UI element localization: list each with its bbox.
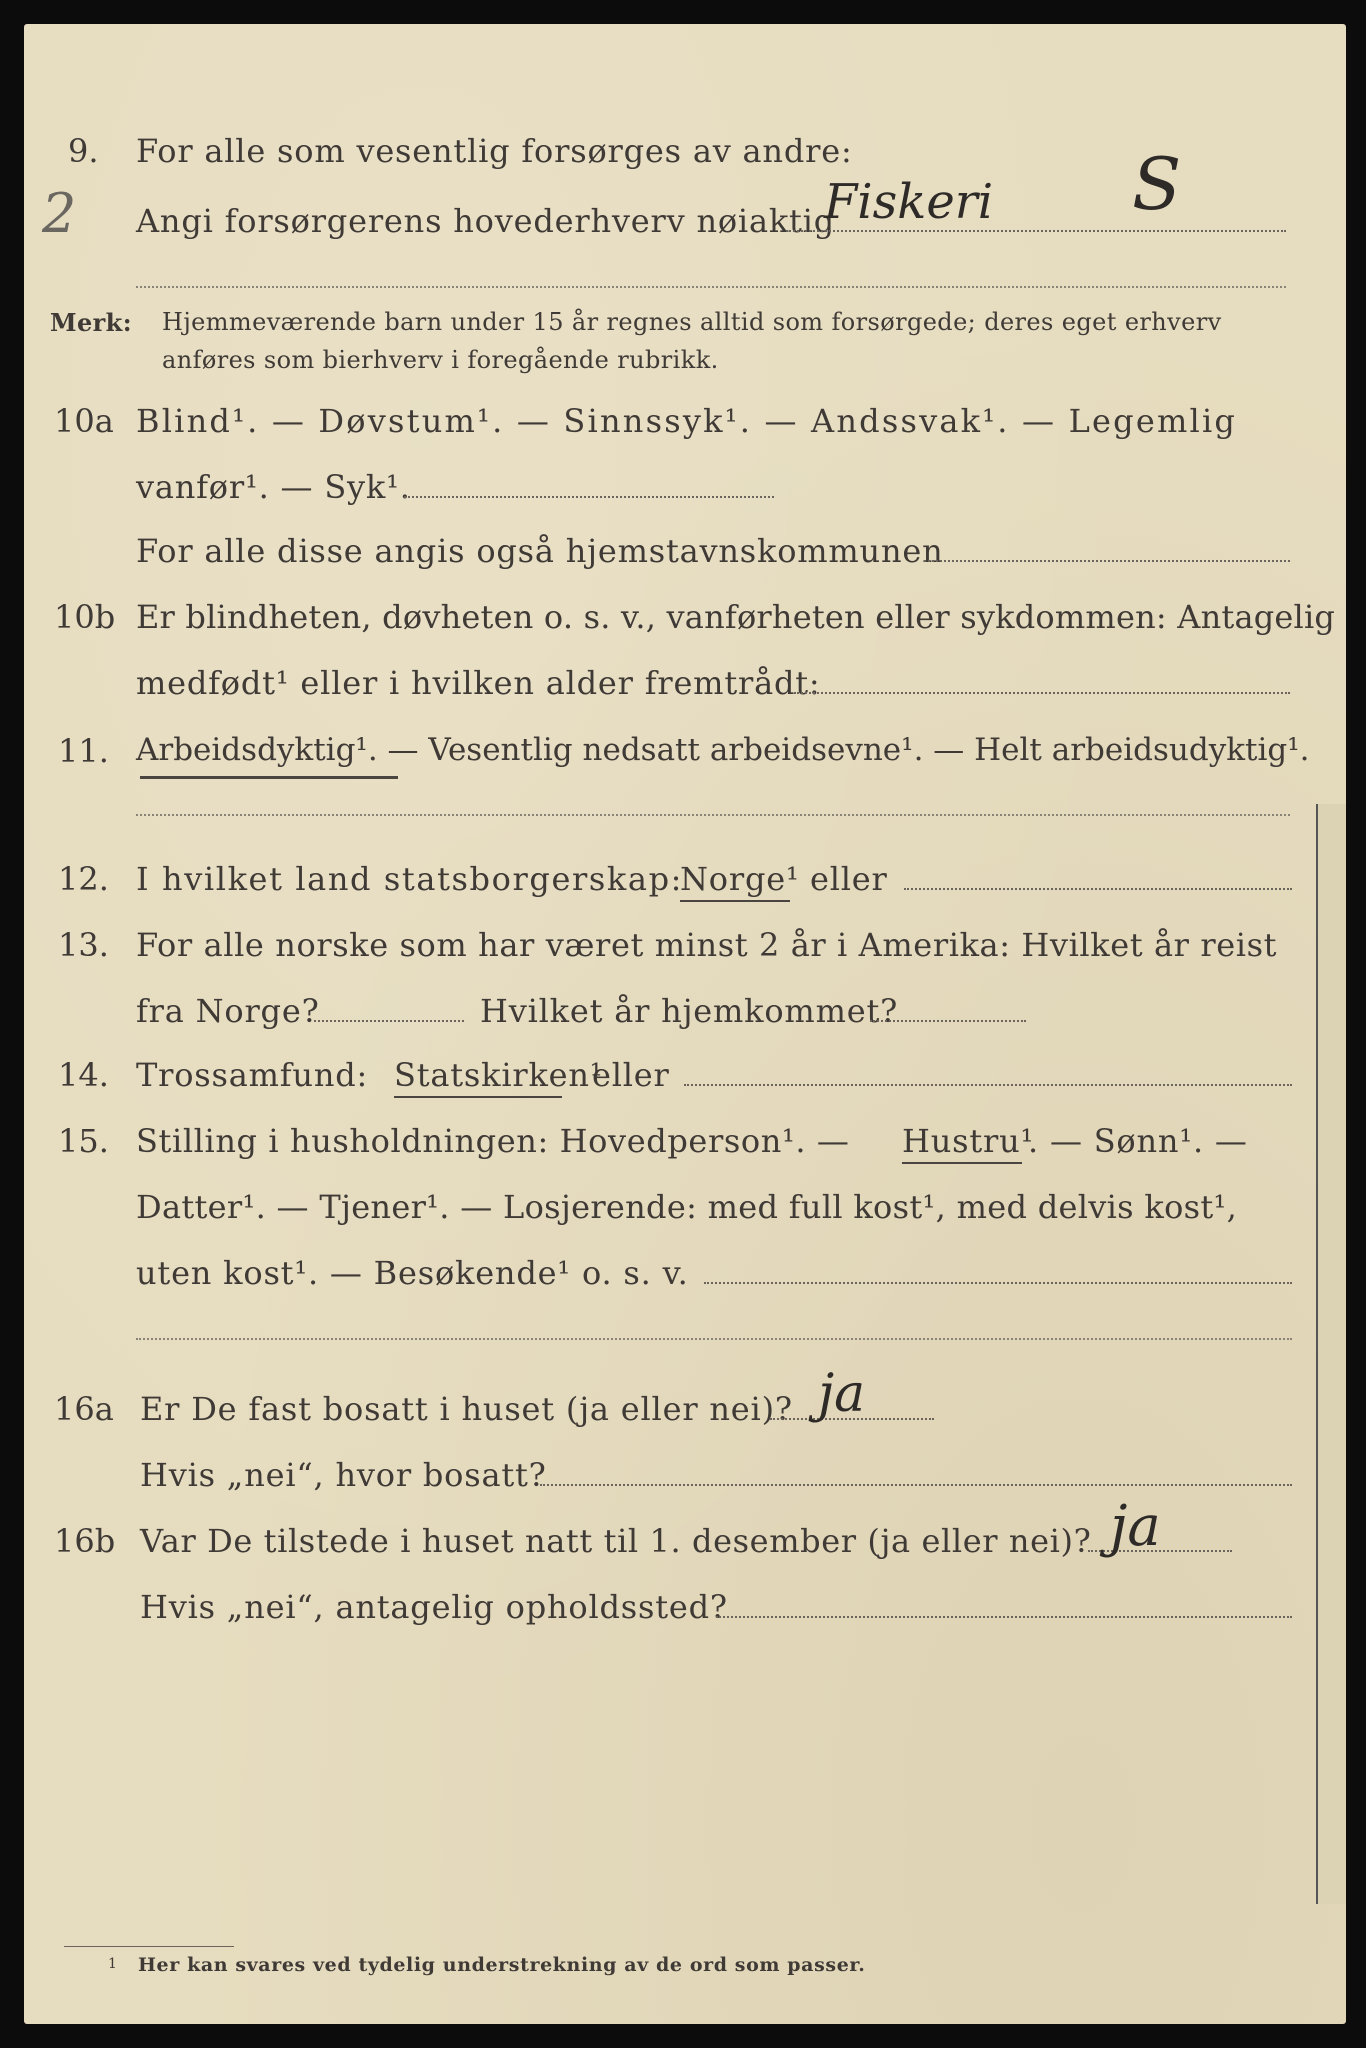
- q14-option-statskirken: Statskirken¹: [394, 1056, 604, 1094]
- q10b-line2: medfødt¹ eller i hvilken alder fremtrådt:: [136, 664, 821, 702]
- merk-label: Merk:: [50, 308, 132, 337]
- q15-dots: [704, 1282, 1292, 1284]
- q15-underline: [902, 1162, 1022, 1164]
- q10a-line3-dots: [924, 560, 1290, 562]
- margin-mark: 2: [42, 182, 77, 245]
- q14-number: 14.: [58, 1056, 109, 1094]
- q9-extra-line: [136, 286, 1286, 288]
- q12-number: 12.: [58, 860, 109, 898]
- q15-line2: Datter¹. — Tjener¹. — Losjerende: med full kost¹, med delvis kost¹,: [136, 1188, 1238, 1226]
- q16b-dots: [716, 1616, 1292, 1618]
- q14-prefix: Trossamfund:: [136, 1056, 369, 1094]
- q10b-number: 10b: [54, 598, 116, 636]
- q14-dots: [684, 1084, 1292, 1086]
- q16b-line1: Var De tilstede i huset natt til 1. desember (ja eller nei)?: [140, 1522, 1092, 1560]
- q15-extra-line: [136, 1338, 1292, 1340]
- q12-suffix: eller: [810, 860, 888, 898]
- q9-mark: S: [1132, 142, 1182, 226]
- q12-dots: [904, 888, 1292, 890]
- merk-line2: anføres som bierhverv i foregående rubrikk.: [162, 346, 719, 374]
- q11-text: Arbeidsdyktig¹. — Vesentlig nedsatt arbeidsevne¹. — Helt arbeidsudyktig¹.: [136, 732, 1310, 768]
- q13-line2b: Hvilket år hjemkommet?: [480, 992, 899, 1030]
- q11-extra-line: [136, 814, 1290, 816]
- merk-line1: Hjemmeværende barn under 15 år regnes alltid som forsørgede; deres eget erhverv: [162, 308, 1222, 336]
- q9-answer: Fiskeri: [824, 174, 994, 230]
- q10a-line2-dots: [404, 496, 774, 498]
- q16b-line2: Hvis „nei“, antagelig opholdssted?: [140, 1588, 728, 1626]
- q10a-number: 10a: [54, 402, 114, 440]
- q14-underline: [394, 1096, 562, 1098]
- q10a-line1: Blind¹. — Døvstum¹. — Sinnssyk¹. — Andssvak¹. — Legemlig: [136, 402, 1238, 440]
- q9-number: 9.: [68, 132, 99, 170]
- footnote-mark: 1: [108, 1956, 118, 1972]
- q13-dots-b: [870, 1020, 1026, 1022]
- q16a-line2: Hvis „nei“, hvor bosatt?: [140, 1456, 547, 1494]
- q12-option-norge: Norge¹: [680, 860, 800, 898]
- q15-number: 15.: [58, 1122, 109, 1160]
- q13-dots-a: [314, 1020, 464, 1022]
- q9-label: Angi forsørgerens hovederhverv nøiaktig: [136, 202, 835, 240]
- census-form-page: [24, 24, 1346, 2024]
- q9-question: For alle som vesentlig forsørges av andre:: [136, 132, 853, 170]
- q10b-line1: Er blindheten, døvheten o. s. v., vanførheten eller sykdommen: Antagelig: [136, 598, 1336, 636]
- q15-option-hustru: Hustru¹: [902, 1122, 1035, 1160]
- q13-number: 13.: [58, 926, 109, 964]
- q15-line3: uten kost¹. — Besøkende¹ o. s. v.: [136, 1254, 689, 1292]
- q10b-dots: [794, 692, 1290, 694]
- q16a-number: 16a: [54, 1390, 114, 1428]
- q10a-line3: For alle disse angis også hjemstavnskommunen: [136, 532, 944, 570]
- q13-line2a: fra Norge?: [136, 992, 320, 1030]
- q10a-line2: vanfør¹. — Syk¹.: [136, 468, 411, 506]
- q16a-dots: [540, 1484, 1292, 1486]
- q12-underline: [680, 900, 790, 902]
- footnote-rule: [64, 1946, 234, 1947]
- q15-line1c: . — Sønn¹. —: [1028, 1122, 1248, 1160]
- q16a-answer: ja: [818, 1364, 866, 1424]
- q11-number: 11.: [58, 732, 109, 770]
- page-edge: [1316, 804, 1346, 1904]
- q15-line1a: Stilling i husholdningen: Hovedperson¹. —: [136, 1122, 850, 1160]
- q11-underline: [140, 776, 398, 779]
- q16b-answer: ja: [1110, 1494, 1161, 1559]
- q16a-line1: Er De fast bosatt i huset (ja eller nei)?: [140, 1390, 793, 1428]
- footnote-text: Her kan svares ved tydelig understrekning av de ord som passer.: [138, 1954, 866, 1976]
- q14-suffix: eller: [592, 1056, 670, 1094]
- q9-answer-line: [786, 230, 1286, 232]
- q13-line1: For alle norske som har været minst 2 år i Amerika: Hvilket år reist: [136, 926, 1278, 964]
- q16b-number: 16b: [54, 1522, 116, 1560]
- q12-prefix: I hvilket land statsborgerskap:: [136, 860, 684, 898]
